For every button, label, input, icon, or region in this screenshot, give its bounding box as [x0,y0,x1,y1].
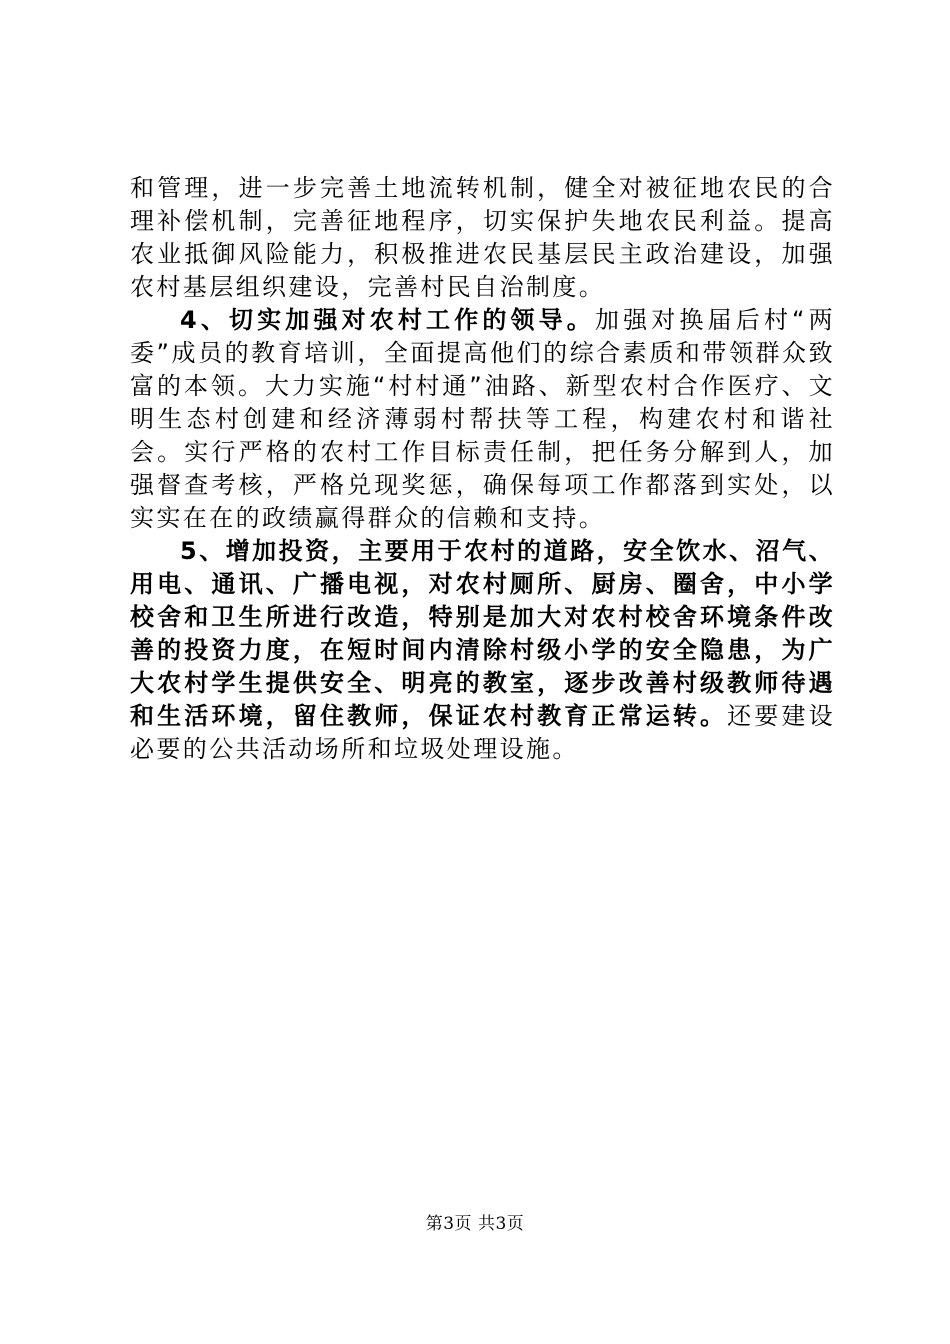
paragraph-4-leadership [130,304,835,535]
paragraph-text: 和管理，进一步完善土地流转机制，健全对被征地农民的合理补偿机制，完善征地程序，切实保护失地农民利益。提高农业抵御风险能力，积极推进农民基层民主政治建设，加强农村基层组织建设，完善村民自治制度。 [130,174,835,301]
paragraph-text: 加强对换届后村“两委”成员的教育培训，全面提高他们的综合素质和带领群众致富的本领。大力实施“村村通”油路、新型农村合作医疗、文明生态村创建和经济薄弱村帮扶等工程，构建农村和谐社会。实行严格的农村工作目标责任制，把任务分解到人，加强督查考核，严格兑现奖惩，确保每项工作都落到实处，以实实在在的政绩赢得群众的信赖和支持。 [130,306,835,532]
paragraph-heading: 5、增加投资，主要用于农村的道路，安全饮水、沼气、用电、通讯、广播电视，对农村厕所、厨房、圈舍，中小学校舍和卫生所进行改造，特别是加大对农村校舍环境条件改善的投资力度，在短时间内清除村级小学的安全隐患，为广大农村学生提供安全、明亮的教室，逐步改善村级教师待遇和生活环境，留住教师，保证农村教育正常运转。 [130,537,835,730]
paragraph-heading: 4、切实加强对农村工作的领导。 [180,306,595,334]
page-footer [0,1212,950,1236]
paragraph-continuation [130,172,835,304]
document-body [130,172,835,766]
page-number: 第3页 共3页 [425,1214,525,1234]
paragraph-5-investment [130,535,835,766]
paragraph-text: 还要建设必要的公共活动场所和垃圾处理设施。 [130,702,835,763]
